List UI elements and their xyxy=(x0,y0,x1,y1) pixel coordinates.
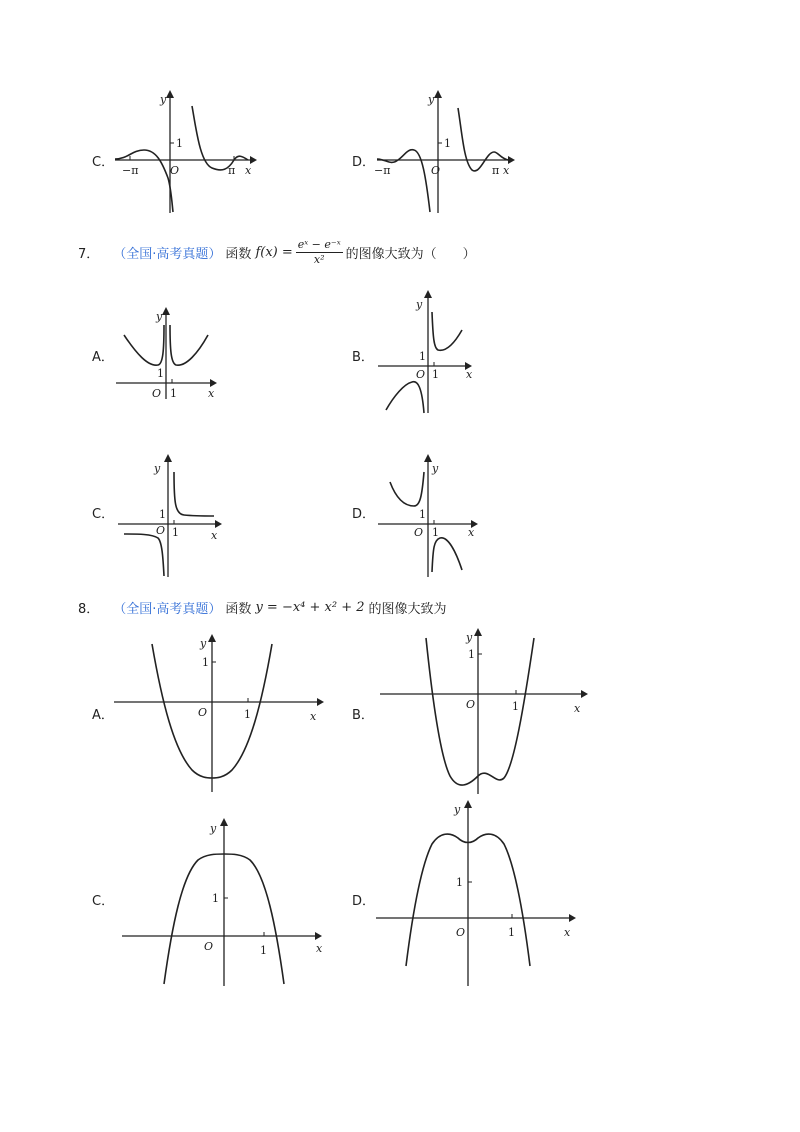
q7a-one-label: 1 xyxy=(157,367,164,380)
q7-option-b-graph xyxy=(376,288,486,418)
q8d-one-x-label: 1 xyxy=(508,926,515,939)
q7c-x-label: x xyxy=(211,529,218,542)
q7d-one-x-label: 1 xyxy=(432,526,439,539)
q7-denominator: x² xyxy=(313,253,325,266)
q7-prompt-pre: 函数 xyxy=(225,247,252,262)
q7-fraction xyxy=(296,238,343,267)
q6d-x-label: x xyxy=(503,164,510,177)
q7-prompt-post: 的图像大致为（ ） xyxy=(345,247,476,262)
q7b-one-label: 1 xyxy=(419,350,426,363)
q8a-one-label: 1 xyxy=(202,656,209,669)
q8d-y-label: y xyxy=(454,803,461,816)
q6d-pi-label: π xyxy=(492,164,500,177)
q6-option-c-label[interactable]: C． xyxy=(92,155,115,170)
q7b-origin-label: O xyxy=(416,368,426,381)
q8c-origin-label: O xyxy=(204,940,214,953)
q7c-y-label: y xyxy=(154,462,161,475)
q8b-one-x-label: 1 xyxy=(512,700,519,713)
q8a-x-label: x xyxy=(310,710,317,723)
q7-option-c-label[interactable]: C． xyxy=(92,507,115,522)
q8d-one-label: 1 xyxy=(456,876,463,889)
q7-option-a-label[interactable]: A． xyxy=(92,350,114,365)
q8-option-a-graph xyxy=(112,632,332,797)
q7-stem xyxy=(78,238,476,267)
q7d-y-label: y xyxy=(432,462,439,475)
q8-option-a-label[interactable]: A． xyxy=(92,708,114,723)
q8a-y-label: y xyxy=(200,637,207,650)
q7b-one-x-label: 1 xyxy=(432,368,439,381)
q7-option-b-label[interactable]: B． xyxy=(352,350,374,365)
q8-option-c-label[interactable]: C． xyxy=(92,894,115,909)
q8-prompt-pre: 函数 xyxy=(225,602,252,617)
q7-option-c-graph xyxy=(116,452,226,582)
q6d-origin-label: O xyxy=(431,164,441,177)
q6d-y-label: y xyxy=(428,93,435,106)
q8-prompt-post: 的图像大致为 xyxy=(368,602,447,617)
q7a-y-label: y xyxy=(156,310,163,323)
q8-formula: y = −x⁴ + x² + 2 xyxy=(255,600,365,615)
q8b-origin-label: O xyxy=(466,698,476,711)
q8c-x-label: x xyxy=(316,942,323,955)
q7-option-a-graph xyxy=(114,305,224,405)
q7c-one-x-label: 1 xyxy=(172,526,179,539)
q7a-origin-label: O xyxy=(152,387,162,400)
q7d-origin-label: O xyxy=(414,526,424,539)
q8-number: 8． xyxy=(78,602,100,617)
q8a-origin-label: O xyxy=(198,706,208,719)
q6c-neg-pi-label: −π xyxy=(122,164,139,177)
q7c-origin-label: O xyxy=(156,524,166,537)
q8c-one-x-label: 1 xyxy=(260,944,267,957)
q8-option-d-graph xyxy=(374,798,594,988)
q6c-y-label: y xyxy=(160,93,167,106)
q8c-y-label: y xyxy=(210,822,217,835)
q7a-x-label: x xyxy=(208,387,215,400)
q8-option-b-label[interactable]: B． xyxy=(352,708,374,723)
q6c-one-label: 1 xyxy=(176,137,183,150)
q8b-one-label: 1 xyxy=(468,648,475,661)
q7c-one-label: 1 xyxy=(159,508,166,521)
q8d-origin-label: O xyxy=(456,926,466,939)
q7a-one-x-label: 1 xyxy=(170,387,177,400)
q8-option-c-graph xyxy=(120,816,340,986)
q6c-pi-label: π xyxy=(228,164,236,177)
q6-option-d-label[interactable]: D． xyxy=(352,155,376,170)
q7b-y-label: y xyxy=(416,298,423,311)
q7d-one-label: 1 xyxy=(419,508,426,521)
q6c-origin-label: O xyxy=(170,164,180,177)
q7-numerator: eˣ − e⁻ˣ xyxy=(297,238,341,251)
q7-option-d-label[interactable]: D． xyxy=(352,507,376,522)
q7b-x-label: x xyxy=(466,368,473,381)
q8-option-b-graph xyxy=(378,626,598,796)
q6d-neg-pi-label: −π xyxy=(374,164,391,177)
q8-stem xyxy=(78,598,447,617)
q8-source-link[interactable]: （全国·高考真题） xyxy=(113,602,222,617)
q7-func-lhs: f(x) = xyxy=(255,245,293,260)
q8c-one-label: 1 xyxy=(212,892,219,905)
q7-source-link[interactable]: （全国·高考真题） xyxy=(113,247,222,262)
q8a-one-x-label: 1 xyxy=(244,708,251,721)
q6c-x-label: x xyxy=(245,164,252,177)
q8-option-d-label[interactable]: D． xyxy=(352,894,376,909)
q7-option-d-graph xyxy=(376,452,486,582)
q8d-x-label: x xyxy=(564,926,571,939)
q6-option-d-graph xyxy=(372,88,522,218)
q7d-x-label: x xyxy=(468,526,475,539)
q8b-y-label: y xyxy=(466,631,473,644)
q6-option-c-graph xyxy=(110,88,260,218)
q6d-one-label: 1 xyxy=(444,137,451,150)
q7-number: 7． xyxy=(78,247,100,262)
q8b-x-label: x xyxy=(574,702,581,715)
